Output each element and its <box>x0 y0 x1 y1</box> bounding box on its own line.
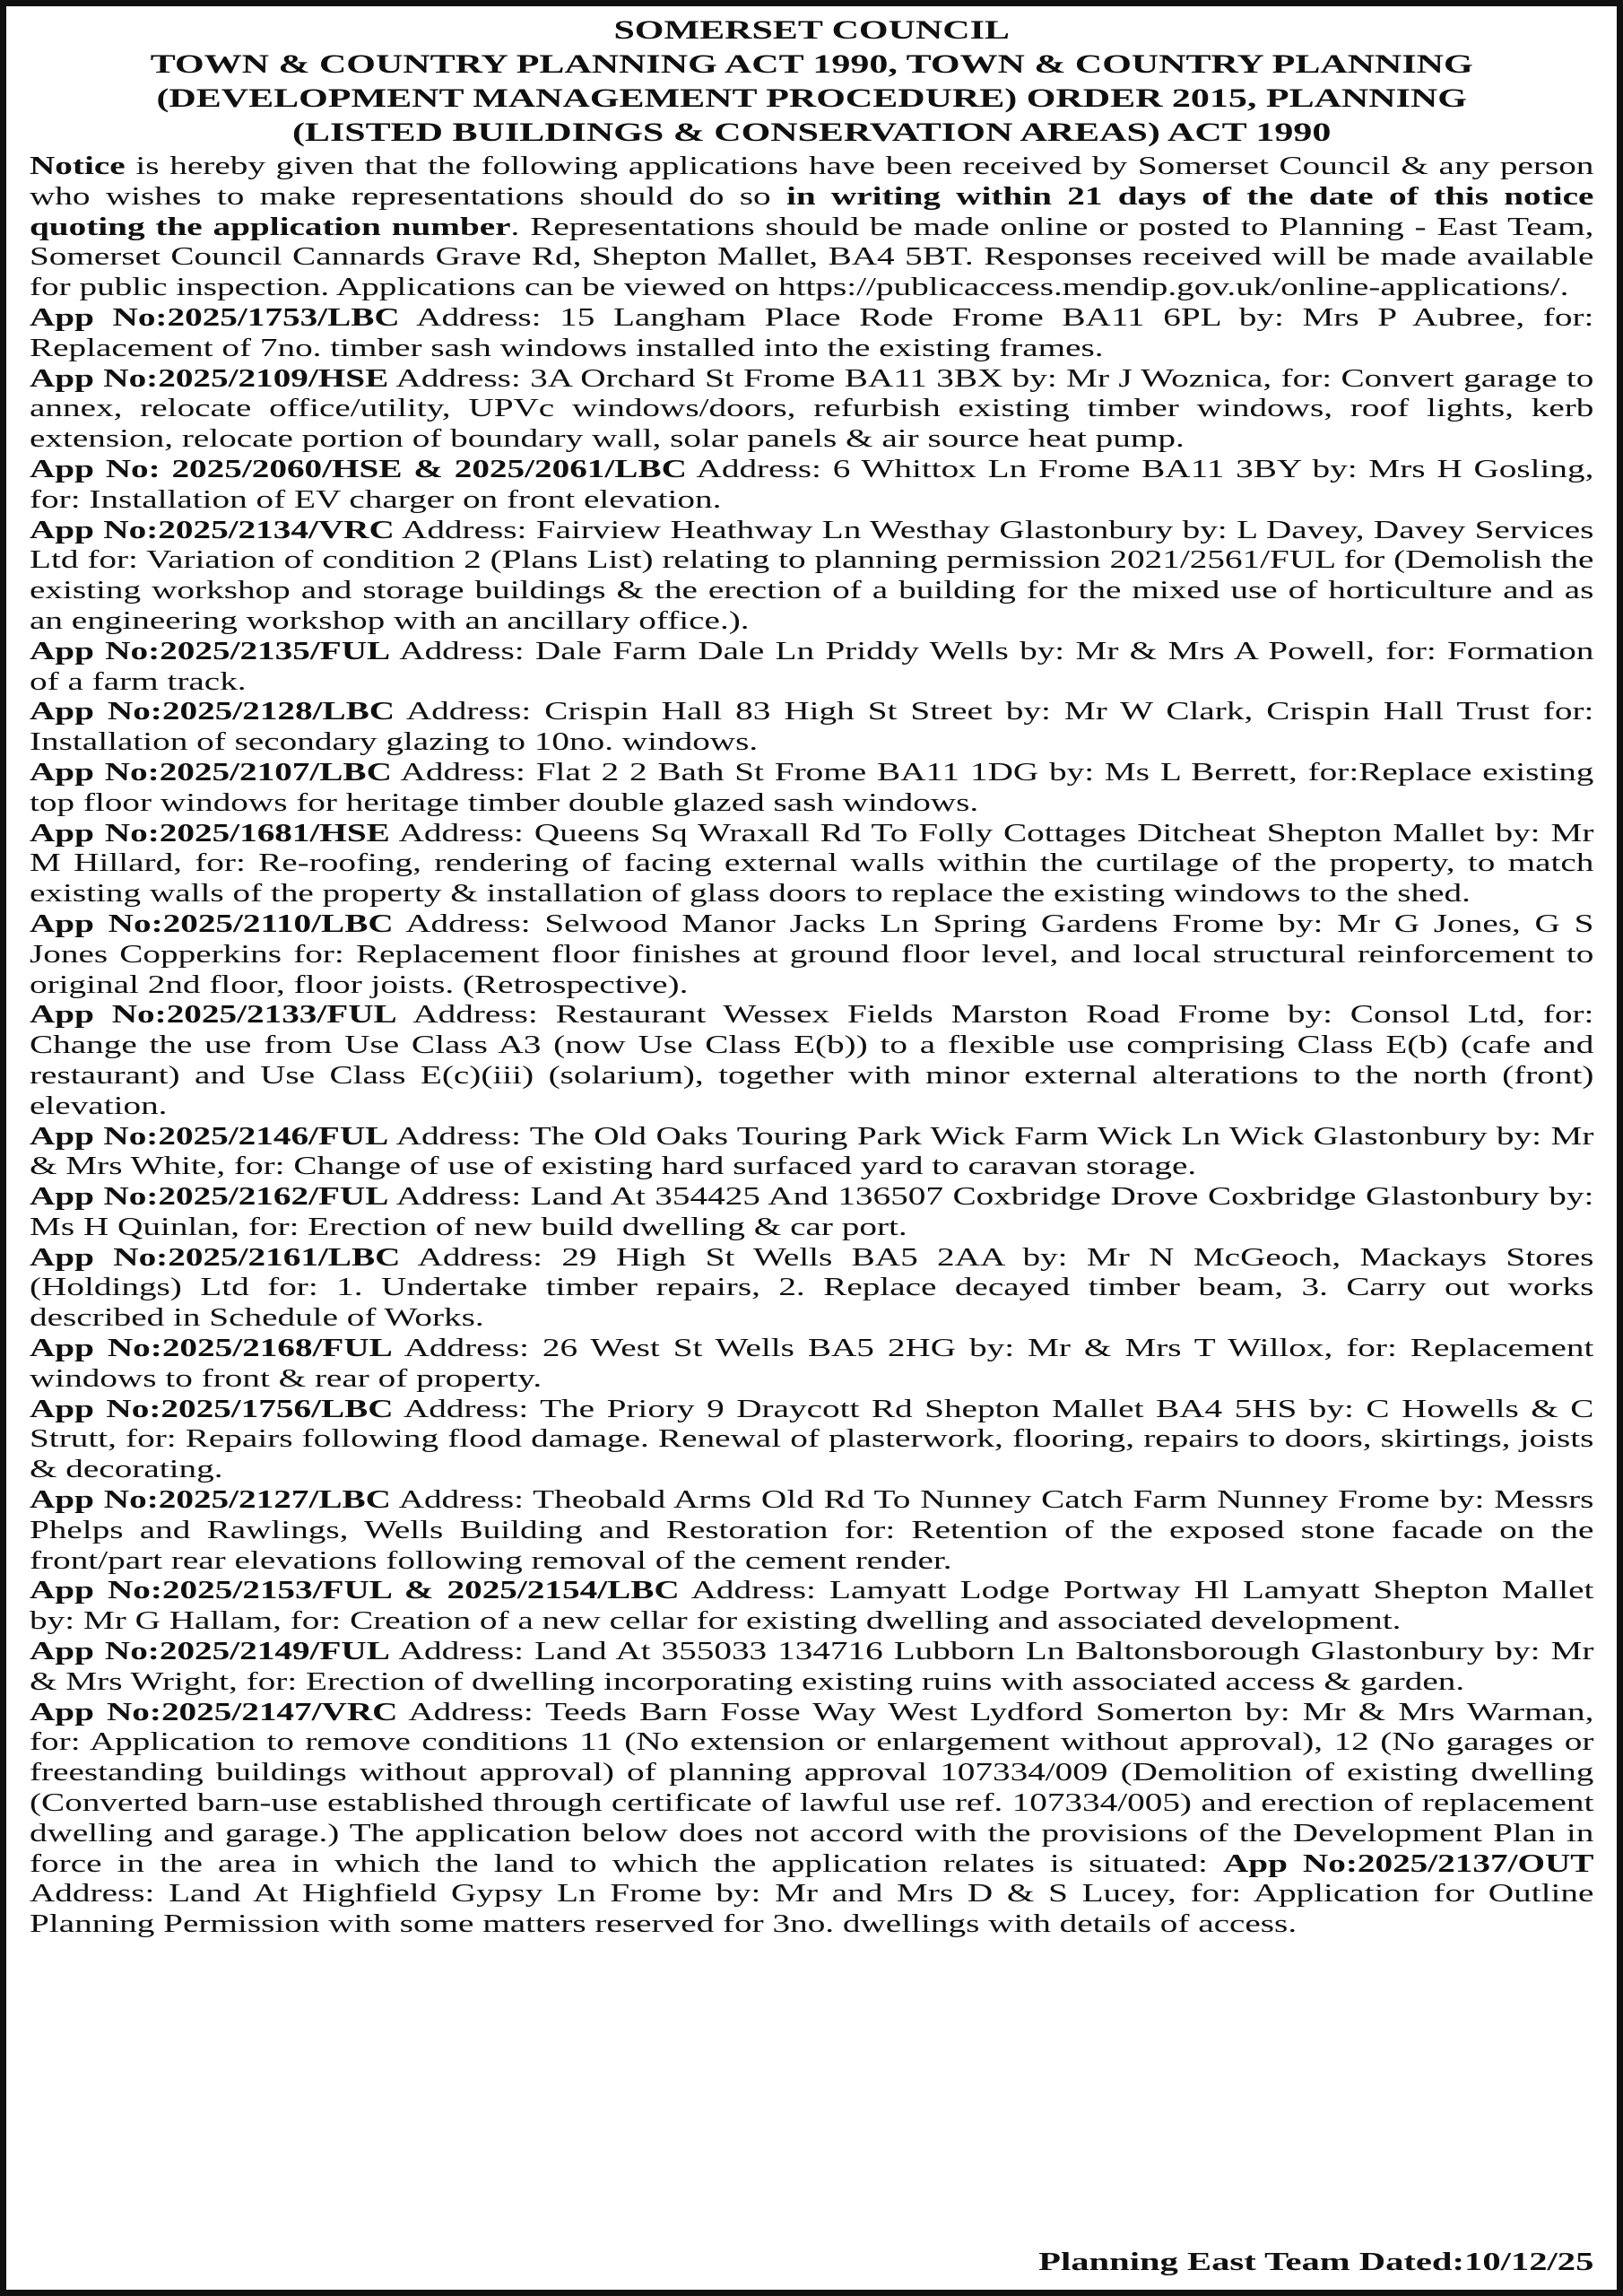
acts-heading-line-2: (DEVELOPMENT MANAGEMENT PROCEDURE) ORDER 2015, PLANNING <box>156 83 1467 113</box>
application-entry <box>30 364 1593 455</box>
text-run: Address: Land At 354425 And 136507 Coxbridge Drove Coxbridge Glastonbury by: Ms H Quinlan, for: Erection of new build dwelling & car port. <box>30 1183 1594 1241</box>
bold-run: App No:2025/1753/LBC <box>30 303 400 332</box>
bold-run: App No:2025/2133/FUL <box>30 1001 397 1030</box>
bold-run: App No:2025/2109/HSE <box>30 364 389 393</box>
text-run: Address: Teeds Barn Fosse Way West Lydford Somerton by: Mr & Mrs Warman, for: Application to remove conditions 11 (No extension or enlargement without approval), 12 (No garages or freestanding buildings without approval) of planning approval 107334/009 (Demolition of existing dwelling (Converted barn-use established through certificate of lawful use ref. 107334/005) and erection of replacement dwelling and garage.) The application below does not accord with the provisions of the Development Plan in force in the area in which the land to which the application relates is situated: <box>30 1698 1594 1878</box>
text-run: Address: Theobald Arms Old Rd To Nunney Catch Farm Nunney Frome by: Messrs Phelps and Rawlings, Wells Building and Restoration for: Retention of the exposed stone facade on the front/part rear elevations following removal of the cement render. <box>30 1486 1594 1575</box>
bold-run: App No:2025/1756/LBC <box>30 1395 394 1423</box>
application-entry <box>30 758 1593 819</box>
acts-heading-line-1: TOWN & COUNTRY PLANNING ACT 1990, TOWN & COUNTRY PLANNING <box>150 49 1473 79</box>
bold-run: App No:2025/2147/VRC <box>30 1698 398 1726</box>
bold-run: App No:2025/2161/LBC <box>30 1243 401 1272</box>
footer-dateline: Planning East Team Dated:10/12/25 <box>1038 2248 1594 2276</box>
masthead <box>30 13 1593 150</box>
application-entry <box>30 819 1593 909</box>
text-run: Address: Fairview Heathway Ln Westhay Glastonbury by: L Davey, Davey Services Ltd for: Variation of condition 2 (Plans List) relating to planning permission 2021/2561/FUL for (Demolish the existing workshop and storage buildings & the erection of a building for the mixed use of horticulture and as an engineering workshop with an ancillary office.). <box>30 516 1594 635</box>
bold-run: App No:2025/2162/FUL <box>30 1183 389 1212</box>
bold-run: App No:2025/2168/FUL <box>30 1335 393 1363</box>
text-run: Address: The Old Oaks Touring Park Wick Farm Wick Ln Wick Glastonbury by: Mr & Mrs White, for: Change of use of existing hard surfaced yard to caravan storage. <box>30 1122 1594 1181</box>
application-entry <box>30 1000 1593 1121</box>
text-run: . Representations should be made online or posted to Planning - East Team, Somerset Council Cannards Grave Rd, Shepton Mallet, BA4 5BT. Responses received will be made available for public inspection. Applications can be viewed on https://publicaccess.mendip.gov.uk/online-applications/. <box>30 213 1594 302</box>
bold-run: App No:2025/2110/LBC <box>30 909 394 938</box>
text-run: Address: Flat 2 2 Bath St Frome BA11 1DG by: Ms L Berrett, for:Replace existing top floor windows for heritage timber double glazed sash windows. <box>30 758 1594 817</box>
page-title: SOMERSET COUNCIL <box>613 15 1010 45</box>
bold-run: App No:2025/2107/LBC <box>30 758 392 787</box>
bold-run: App No:2025/2128/LBC <box>30 698 395 726</box>
text-run: Address: Restaurant Wessex Fields Marston Road Frome by: Consol Ltd, for: Change the use from Use Class A3 (now Use Class E(b)) to a flexible use comprising Class E(b) (cafe and restaurant) and Use Class E(c)(iii) (solarium), together with minor external alterations to the north (front) elevation. <box>30 1001 1594 1120</box>
text-run: Address: The Priory 9 Draycott Rd Shepton Mallet BA4 5HS by: C Howells & C Strutt, for: Repairs following flood damage. Renewal of plasterwork, flooring, repairs to doors, skirtings, joists & decorating. <box>30 1395 1594 1484</box>
application-entry <box>30 637 1593 698</box>
application-entry <box>30 455 1593 516</box>
application-entry <box>30 697 1593 758</box>
bold-run: App No:2025/1681/HSE <box>30 819 390 848</box>
bold-run: App No:2025/2146/FUL <box>30 1122 389 1151</box>
application-entry <box>30 516 1593 637</box>
bold-run: App No:2025/2135/FUL <box>30 637 391 665</box>
application-entry <box>30 1576 1593 1637</box>
text-run: Address: Lamyatt Lodge Portway Hl Lamyatt Shepton Mallet by: Mr G Hallam, for: Creation of a new cellar for existing dwelling and associated development. <box>30 1577 1594 1636</box>
text-run: Address: 3A Orchard St Frome BA11 3BX by: Mr J Woznica, for: Convert garage to annex, relocate office/utility, UPVc windows/doors, refurbish existing timber windows, roof lights, kerb extension, relocate portion of boundary wall, solar panels & air source heat pump. <box>30 364 1594 454</box>
application-entry <box>30 303 1593 364</box>
bold-run: App No:2025/2127/LBC <box>30 1486 391 1515</box>
text-run: Address: Land At Highfield Gypsy Ln Frome by: Mr and Mrs D & S Lucey, for: Application for Outline Planning Permission with some matters reserved for 3no. dwellings with details of access. <box>30 1880 1594 1939</box>
application-entry <box>30 1334 1593 1395</box>
text-run: Address: Land At 355033 134716 Lubborn Ln Baltonsborough Glastonbury by: Mr & Mrs Wright, for: Erection of dwelling incorporating existing ruins with associated access & garden. <box>30 1638 1594 1696</box>
application-entry <box>30 1698 1593 1940</box>
bold-run: Notice <box>30 152 126 180</box>
text-run: Address: 29 High St Wells BA5 2AA by: Mr N McGeoch, Mackays Stores (Holdings) Ltd for: 1. Undertake timber repairs, 2. Replace decayed timber beam, 3. Carry out works described in Schedule of Works. <box>30 1243 1594 1333</box>
text-run: Address: 15 Langham Place Rode Frome BA11 6PL by: Mrs P Aubree, for: Replacement of 7no. timber sash windows installed into the existing frames. <box>30 303 1594 362</box>
notice-paragraph <box>30 152 1593 303</box>
application-entry <box>30 1122 1593 1183</box>
notice-content <box>30 13 1593 2277</box>
acts-heading-line-3: (LISTED BUILDINGS & CONSERVATION AREAS) ACT 1990 <box>291 117 1332 147</box>
text-run: Address: Crispin Hall 83 High St Street by: Mr W Clark, Crispin Hall Trust for: Installation of secondary glazing to 10no. windows. <box>30 698 1594 757</box>
application-entry <box>30 1182 1593 1243</box>
applications-list <box>30 303 1593 1940</box>
bold-run: App No:2025/2137/OUT <box>1222 1849 1594 1878</box>
bold-run: in writing within 21 days of the date of this notice quoting the application number <box>30 182 1594 241</box>
text-run: Address: 26 West St Wells BA5 2HG by: Mr & Mrs T Willox, for: Replacement windows to front & rear of property. <box>30 1335 1594 1393</box>
text-run: Address: Selwood Manor Jacks Ln Spring Gardens Frome by: Mr G Jones, G S Jones Copperkins for: Replacement floor finishes at ground floor level, and local structural reinforcement to original 2nd floor, floor joists. (Retrospective). <box>30 909 1594 999</box>
bold-run: App No:2025/2153/FUL & 2025/2154/LBC <box>30 1577 680 1605</box>
application-entry <box>30 909 1593 1000</box>
text-run: Address: 6 Whittox Ln Frome BA11 3BY by: Mrs H Gosling, for: Installation of EV charger on front elevation. <box>30 455 1594 514</box>
bold-run: App No:2025/2134/VRC <box>30 516 395 544</box>
bold-run: App No:2025/2149/FUL <box>30 1638 390 1666</box>
application-entry <box>30 1243 1593 1334</box>
bold-run: App No: 2025/2060/HSE & 2025/2061/LBC <box>30 455 687 483</box>
text-run: is hereby given that the following applications have been received by Somerset Council & any person who wishes to make representations should do so <box>30 152 1594 211</box>
text-run: Address: Dale Farm Dale Ln Priddy Wells by: Mr & Mrs A Powell, for: Formation of a farm track. <box>30 637 1594 696</box>
application-entry <box>30 1395 1593 1485</box>
application-entry <box>30 1637 1593 1698</box>
text-run: Address: Queens Sq Wraxall Rd To Folly Cottages Ditcheat Shepton Mallet by: Mr M Hillard, for: Re-roofing, rendering of facing external walls within the curtilage of the property, to match existing walls of the property & installation of glass doors to replace the existing windows to the shed. <box>30 819 1594 909</box>
application-entry <box>30 1485 1593 1576</box>
